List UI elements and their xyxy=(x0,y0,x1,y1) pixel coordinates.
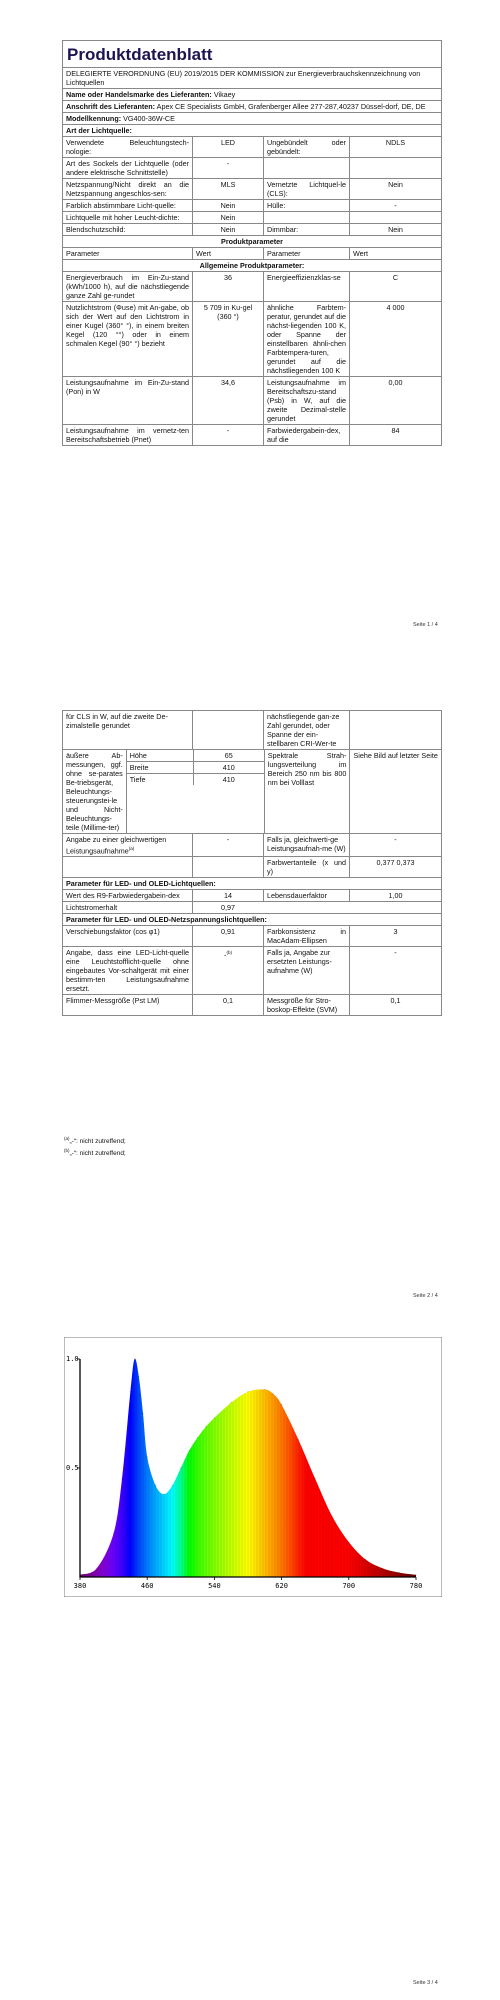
param-value: - xyxy=(192,834,263,856)
param-value: - xyxy=(224,950,227,960)
param-name: ähnliche Farbtem-peratur, gerundet auf die nächst-liegenden 100 K, oder Spanne der einstellbaren ähnli-chen Farbtempera-turen, gerundet auf die nächstliegenden 100 K xyxy=(263,302,349,376)
param-value: 0,00 xyxy=(349,377,441,424)
footnote-text: „-“: nicht zutreffend; xyxy=(69,1138,126,1146)
model-label: Modellkennung: xyxy=(66,114,122,123)
param-value: 0,97 xyxy=(192,902,263,913)
spectrum-chart xyxy=(64,1337,442,1597)
param-value xyxy=(349,711,441,749)
data-point xyxy=(415,1574,416,1575)
table-row xyxy=(63,425,441,445)
data-point xyxy=(113,1533,114,1534)
param-value: 36 xyxy=(192,272,263,301)
param-name: Messgröße für Stro-boskop-Effekte (SVM) xyxy=(263,995,349,1015)
table-row xyxy=(63,224,441,236)
param-value: - xyxy=(192,425,263,445)
param-name: Dimmbar: xyxy=(263,224,349,235)
param-name: Lebensdauerfaktor xyxy=(263,890,349,901)
param-value: - xyxy=(349,834,441,856)
param-value: 0,1 xyxy=(192,995,263,1015)
table-row xyxy=(63,158,441,179)
data-point xyxy=(189,1450,190,1451)
param-name: Flimmer-Messgröße (Pst LM) xyxy=(66,996,160,1006)
data-point xyxy=(130,1391,131,1392)
datasheet-table-1 xyxy=(62,40,442,446)
param-name: Hülle: xyxy=(263,200,349,211)
table-row xyxy=(63,137,441,158)
data-point xyxy=(138,1376,139,1377)
param-name: Leistungsaufnahme im vernetz-ten Bereitschaftsbetrieb (Pnet) xyxy=(66,426,189,444)
param-name: Vernetzte Lichtquel-le (CLS): xyxy=(263,179,349,199)
data-point xyxy=(315,1478,316,1479)
data-point xyxy=(348,1542,349,1543)
data-point xyxy=(273,1393,274,1394)
param-value: Siehe Bild auf letzter Seite xyxy=(349,750,441,833)
x-tick-label: 380 xyxy=(73,1582,87,1590)
param-value xyxy=(192,711,263,749)
y-tick-label: 1.0 xyxy=(66,1355,79,1363)
supplier-address-label: Anschrift des Lieferanten: xyxy=(66,102,156,111)
data-point xyxy=(331,1515,332,1516)
supplier-name-label: Name oder Handelsmarke des Lieferanten: xyxy=(66,90,212,99)
dimension-name: Breite xyxy=(129,763,149,772)
param-name: Art des Sockels der Lichtquelle (oder andere elektrische Schnittstelle) xyxy=(66,159,189,177)
section-heading: Allgemeine Produktparameter: xyxy=(199,261,305,270)
footnote-marker: (a) xyxy=(128,846,135,851)
page-number: Seite 3 / 4 xyxy=(413,1980,438,1986)
data-point xyxy=(281,1404,282,1405)
param-value: 14 xyxy=(192,890,263,901)
param-name: Lichtstromerhalt xyxy=(66,903,118,913)
column-header: Wert xyxy=(192,248,263,259)
footnote-marker: (b) xyxy=(226,950,232,956)
param-name: Farblich abstimmbare Licht-quelle: xyxy=(66,201,176,210)
param-value xyxy=(349,158,441,178)
x-tick-label: 700 xyxy=(342,1582,356,1590)
data-point xyxy=(205,1426,206,1427)
dimension-value: 410 xyxy=(193,762,264,773)
data-point xyxy=(121,1478,122,1479)
param-name xyxy=(63,857,192,877)
x-tick-label: 620 xyxy=(275,1582,288,1590)
param-value: - xyxy=(349,947,441,994)
table-row xyxy=(63,711,441,750)
param-value: Nein xyxy=(349,224,441,235)
table-row xyxy=(63,926,441,947)
param-name: Falls ja, Angabe zur ersetzten Leistungs-aufnahme (W) xyxy=(263,947,349,994)
param-name: Farbkonsistenz in MacAdam-Ellipsen xyxy=(263,926,349,946)
param-name: Falls ja, gleichwerti-ge Leistungsaufnah-me (W) xyxy=(263,834,349,856)
x-tick-label: 540 xyxy=(208,1582,221,1590)
page-1 xyxy=(0,0,500,640)
regulation-text: DELEGIERTE VERORDNUNG (EU) 2019/2015 DER KOMMISSION zur Energieverbrauchskennzeichnung von Lichtquellen xyxy=(66,69,421,87)
param-name: Nutzlichtstrom (Φuse) mit An-gabe, ob sich der Wert auf den Lichtstrom in einer Kugel (360° °), in einem breiten Kegel (120 °°) oder in einem schmalen Kegel (90° °) bezieht xyxy=(66,303,189,348)
param-value: Nein xyxy=(192,200,263,211)
data-point xyxy=(142,1413,143,1414)
param-name: Wert des R9-Farbwiedergabein-dex xyxy=(66,891,180,901)
data-point xyxy=(180,1467,181,1468)
param-name: Energieverbrauch im Ein-Zu-stand (kWh/1000 h), auf die nächstliegende ganze Zahl ge-rundet xyxy=(66,273,189,300)
table-row xyxy=(63,890,441,902)
dimension-value: 65 xyxy=(193,750,264,761)
data-point xyxy=(298,1439,299,1440)
param-value: 0,91 xyxy=(192,926,263,946)
data-point xyxy=(382,1568,383,1569)
param-value: 34,6 xyxy=(192,377,263,424)
dimensions-subtable xyxy=(126,750,264,833)
light-source-type-label: Art der Lichtquelle: xyxy=(66,126,132,135)
dimension-value: 410 xyxy=(193,774,264,785)
param-value: MLS xyxy=(192,179,263,199)
param-name: Verschiebungsfaktor (cos φ1) xyxy=(66,927,160,937)
param-value: 4 000 xyxy=(349,302,441,376)
x-tick-label: 460 xyxy=(140,1582,154,1590)
table-header-row xyxy=(63,248,441,260)
param-name: Spektrale Strah-lungsverteilung im Bereich 250 nm bis 800 nm bei Volllast xyxy=(264,750,350,833)
param-name: Angabe zu einer gleichwertigen Leistungsaufnahme xyxy=(66,835,167,856)
section-heading: Parameter für LED- und OLED-Netzspannungslichtquellen: xyxy=(66,915,267,925)
datasheet-table-2 xyxy=(62,710,442,1016)
dimension-name: Höhe xyxy=(129,751,147,760)
data-point xyxy=(399,1572,400,1573)
param-name: Leistungsaufnahme im Bereitschaftszu-stand (Psb) in W, auf die zweite Dezimal-stelle gerundet xyxy=(263,377,349,424)
param-name: Angabe, dass eine LED-Licht-quelle eine Leuchtstofflicht-quelle ohne eingebautes Vor-schaltgerät mit einer bestimm-ten Leistungsaufnahme ersetzt. xyxy=(66,948,189,994)
param-value: - xyxy=(349,200,441,211)
footnote-marker: (b) xyxy=(64,1148,70,1154)
table-row xyxy=(63,857,441,878)
data-point xyxy=(264,1389,265,1390)
table-row xyxy=(63,750,441,834)
section-heading: Parameter für LED- und OLED-Lichtquellen: xyxy=(66,879,216,889)
supplier-address: Apex CE Specialists GmbH, Grafenberger Allee 277-287,40237 Düssel-dorf, DE, DE xyxy=(156,102,426,111)
param-value xyxy=(349,212,441,223)
param-name: Ungebündelt oder gebündelt: xyxy=(263,137,349,157)
footnote-marker: (a) xyxy=(64,1136,70,1141)
data-point xyxy=(155,1485,156,1486)
supplier-name: Vikaey xyxy=(213,90,236,99)
footnote-text: „-“: nicht zutreffend; xyxy=(69,1150,126,1158)
dimension-name: Tiefe xyxy=(129,775,146,784)
param-name: Energieeffizienzklas-se xyxy=(263,272,349,301)
page-number: Seite 2 / 4 xyxy=(413,1293,438,1299)
data-point xyxy=(231,1402,232,1403)
param-value xyxy=(349,902,441,913)
param-value: 1,00 xyxy=(349,890,441,901)
dimensions-label: äußere Ab-messungen, ggf. ohne se-parates Be-triebsgerät, Beleuchtungs-steuerungstei-le und Nicht-Beleuchtungs-teile (Millime-ter) xyxy=(66,751,123,832)
table-row xyxy=(63,302,441,377)
column-header: Parameter xyxy=(66,249,100,258)
spectrum-svg xyxy=(64,1337,442,1597)
param-name: Farbwertanteile (x und y) xyxy=(263,857,349,877)
param-value: 0,377 0,373 xyxy=(349,857,441,877)
param-name: nächstliegende gan-ze Zahl gerundet, oder Spanne der ein-stellbaren CRI-Wer-te xyxy=(263,711,349,749)
table-row xyxy=(63,947,441,995)
param-name: für CLS in W, auf die zweite De-zimalstelle gerundet xyxy=(66,712,168,730)
param-name: Lichtquelle mit hoher Leucht-dichte: xyxy=(66,213,180,222)
param-value: LED xyxy=(192,137,263,157)
page-2 xyxy=(0,680,500,1320)
param-value xyxy=(192,857,263,877)
section-heading: Produktparameter xyxy=(221,237,283,246)
param-name: Leistungsaufnahme im Ein-Zu-stand (Pon) in W xyxy=(66,378,189,396)
data-point xyxy=(134,1358,135,1359)
param-value: 0,1 xyxy=(349,995,441,1015)
data-point xyxy=(163,1494,164,1495)
table-row xyxy=(63,272,441,302)
table-row xyxy=(63,902,441,914)
table-row xyxy=(63,834,441,857)
param-name: Verwendete Beleuchtungstech-nologie: xyxy=(66,138,189,156)
data-point xyxy=(197,1437,198,1438)
x-tick-label: 780 xyxy=(409,1582,423,1590)
data-point xyxy=(172,1485,173,1486)
y-tick-label: 0.5 xyxy=(66,1464,79,1472)
param-value: - xyxy=(192,158,263,178)
footnotes xyxy=(64,1134,126,1158)
table-row xyxy=(63,212,441,224)
param-name xyxy=(263,158,349,178)
data-point xyxy=(214,1417,215,1418)
table-row xyxy=(63,179,441,200)
param-value: Nein xyxy=(192,212,263,223)
table-row xyxy=(63,995,441,1015)
table-row xyxy=(63,200,441,212)
param-name xyxy=(263,902,349,913)
param-value: 84 xyxy=(349,425,441,445)
param-value: NDLS xyxy=(349,137,441,157)
param-value: 5 709 in Ku-gel (360 °) xyxy=(192,302,263,376)
param-value: Nein xyxy=(349,179,441,199)
param-name xyxy=(263,212,349,223)
model-id: VG400-36W-CE xyxy=(123,114,175,123)
param-value: 3 xyxy=(349,926,441,946)
data-point xyxy=(247,1391,248,1392)
page-number: Seite 1 / 4 xyxy=(413,622,438,628)
data-point xyxy=(365,1559,366,1560)
table-row xyxy=(63,377,441,425)
param-name: Netzspannung/Nicht direkt an die Netzspannung angeschlos-sen: xyxy=(66,180,189,198)
data-point xyxy=(147,1457,148,1458)
param-name: Farbwiedergabein-dex, auf die xyxy=(263,425,349,445)
param-name: Blendschutzschild: xyxy=(66,225,126,234)
data-point xyxy=(96,1568,97,1569)
page-title: Produktdatenblatt xyxy=(63,41,441,68)
column-header: Wert xyxy=(349,248,441,259)
param-value: C xyxy=(349,272,441,301)
column-header: Parameter xyxy=(263,248,349,259)
param-value: Nein xyxy=(192,224,263,235)
